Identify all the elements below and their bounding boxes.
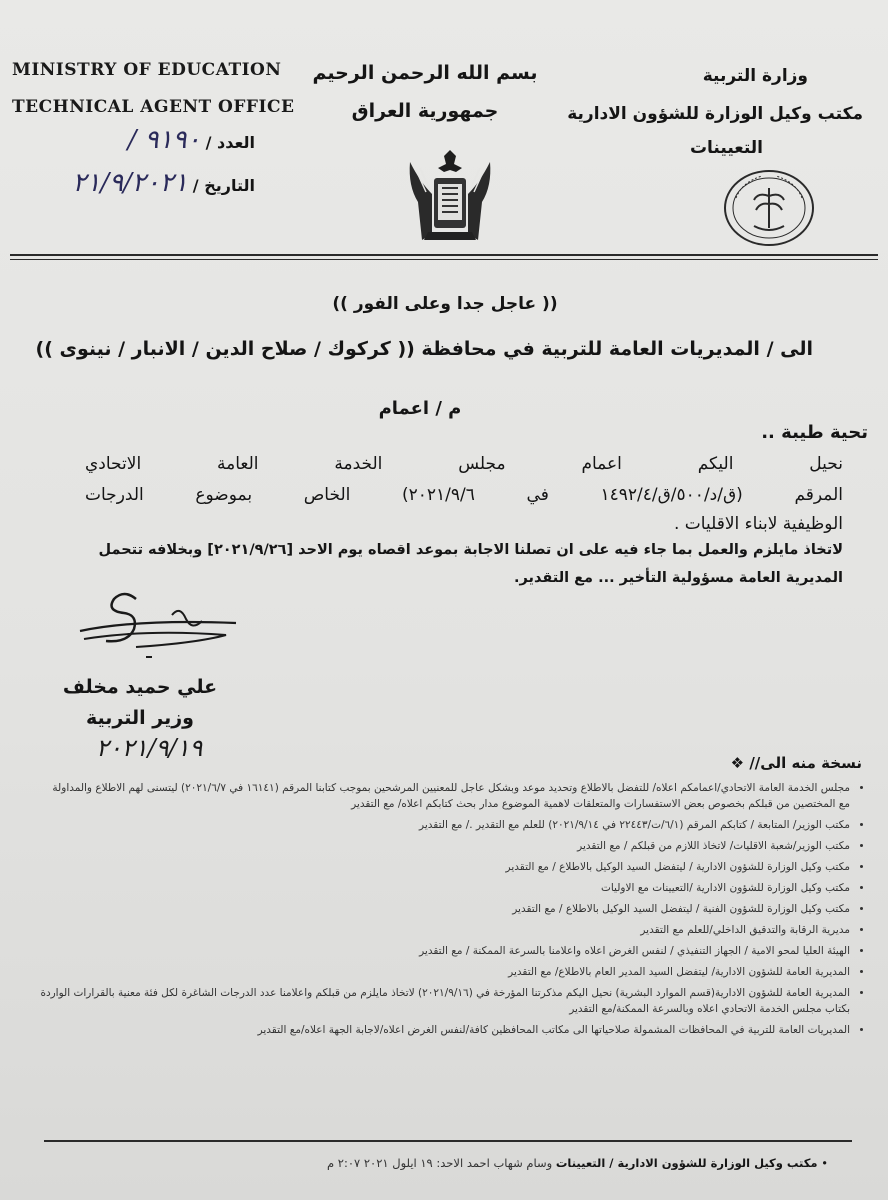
greeting: تحية طيبة .. [761,422,868,443]
footer-office: مكتب وكيل الوزارة للشؤون الادارية / التعيينات [555,1156,818,1170]
footer-meta: وسام شهاب احمد الاحد: ١٩ ايلول ٢٠٢١ ٢:٠٧ م [327,1156,553,1170]
urgency-notice: (( عاجل جدا وعلى الفور )) [332,294,558,314]
number-value: ٩١٩٠ / [127,125,201,155]
recipient-line: الى / المديريات العامة للتربية في محافظة (( كركوك / صلاح الدين / الانبار / نينوى )) [35,338,813,360]
bullet-icon: • [821,1156,828,1170]
copy-recipient-11: • المديريات العامة للتربية في المحافظات المشمولة صلاحياتها الى مكاتب المحافظين كافة/لنفس الغرض اعلاه/لاجابة الجهة اعلاه/مع التقدير [40,1022,850,1038]
copy-recipient-2: • مكتب الوزير/ المتابعة / كتابكم المرقم (٦/١/ت/٢٢٤٤٣ في ٢٠٢١/٩/١٤) للعلم مع التقدير ./ مع التقدير [40,817,850,833]
signatory-title: وزير التربية [86,707,194,729]
copy-recipient-5: • مكتب وكيل الوزارة للشؤون الادارية /التعيينات مع الاوليات [40,880,850,896]
date-label: التاريخ / [192,176,255,195]
para1-line3: الوظيفية لابناء الاقليات . [673,514,843,534]
copy-recipient-6: • مكتب وكيل الوزارة للشؤون الفنية / ليتفضل السيد الوكيل بالاطلاع / مع التقدير [40,901,850,917]
copies-list [40,780,866,1043]
para2-line1: لاتخاذ مايلزم والعمل بما جاء فيه على ان تصلنا الاجابة بموعد اقصاه يوم الاحد [٢٠٢١/٩/٢٦] وبخلافه تتحمل [98,542,843,558]
copies-heading-text: نسخة منه الى// [749,754,862,772]
basmala: بسم الله الرحمن الرحيم [312,62,538,84]
section-name-ar: التعيينات [689,138,763,158]
copy-recipient-4: • مكتب وكيل الوزارة للشؤون الادارية / ليتفضل السيد الوكيل بالاطلاع / مع التقدير [40,859,850,875]
office-name-en: TECHNICAL AGENT OFFICE [12,97,295,117]
copy-recipient-10: • المديرية العامة للشؤون الادارية(قسم الموارد البشرية) نحيل اليكم مذكرتنا المؤرخة في (٢٠٢١/٩/١٦) لاتخاذ مايلزم من قبلكم واعلامنا عدد الدرجات الشاغرة لكل فئة معنية بالقرارات الواردة بكتاب مجلس الخدمة الاتحادي اعلاه وبالسرعة الممكنة/مع التقدير [40,985,850,1017]
para1-line1: نحيل اليكم اعمام مجلس الخدمة العامة الاتحادي [85,454,843,474]
header-rule-top [10,254,878,256]
signature-date: ٢٠٢١/٩/١٩ [96,734,203,762]
ministry-name-ar: وزارة التربية [702,66,808,86]
para1-line2: المرقم (ق/د/٥٠٠/ق/١٤٩٢/٤ في ٢٠٢١/٩/٦) الخاص بموضوع الدرجات [85,485,844,505]
diamond-bullet-icon: ❖ [730,754,745,772]
subject-line: م / اعمام [378,398,462,419]
footer-rule [44,1140,852,1142]
copies-heading [731,754,862,772]
reference-number [10,125,255,155]
copy-recipient-7: • مديرية الرقابة والتدقيق الداخلي/للعلم مع التقدير [40,922,850,938]
number-label: العدد / [205,133,255,152]
date-value: ٢١/٩/٢٠٢١ [72,168,188,198]
header-rule-bottom [10,259,878,260]
ministry-name-en: MINISTRY OF EDUCATION [12,60,282,80]
ministry-seal [722,168,816,248]
copy-recipient-3: • مكتب الوزير/شعبة الاقليات/ لاتخاذ اللازم من قبلكم / مع التقدير [40,838,850,854]
country-name: جمهورية العراق [351,100,499,122]
footer-line [130,1156,828,1170]
copy-recipient-1: • مجلس الخدمة العامة الاتحادي/اعمامكم اعلاه/ للتفضل بالاطلاع وتحديد موعد وبشكل عاجل للمعنيين المرشحين بموجب كتابنا المرقم (١٦١٤١ في ٢٠٢١/٦/٧) ليتسنى لهم الاطلاع والمداولة مع المختصين من قبلكم بخصوص بعض الاستفسارات والمتعلقات لاهمية الموضوع مدار بحث كتابكم اعلاه/ مع التقدير [40,780,850,812]
office-name-ar: مكتب وكيل الوزارة للشؤون الادارية [567,104,863,124]
para2-line2: المديرية العامة مسؤولية التأخير ... مع التقدير. [513,570,843,586]
handwritten-signature [76,585,246,665]
iraq-eagle-emblem [400,142,500,250]
copy-recipient-9: • المديرية العامة للشؤون الادارية/ ليتفضل السيد المدير العام بالاطلاع/ مع التقدير [40,964,850,980]
reference-date [10,168,255,198]
copy-recipient-8: • الهيئة العليا لمحو الامية / الجهاز التنفيذي / لنفس الغرض اعلاه واعلامنا بالسرعة الممكنة / مع التقدير [40,943,850,959]
signatory-name: علي حميد مخلف [62,676,218,698]
